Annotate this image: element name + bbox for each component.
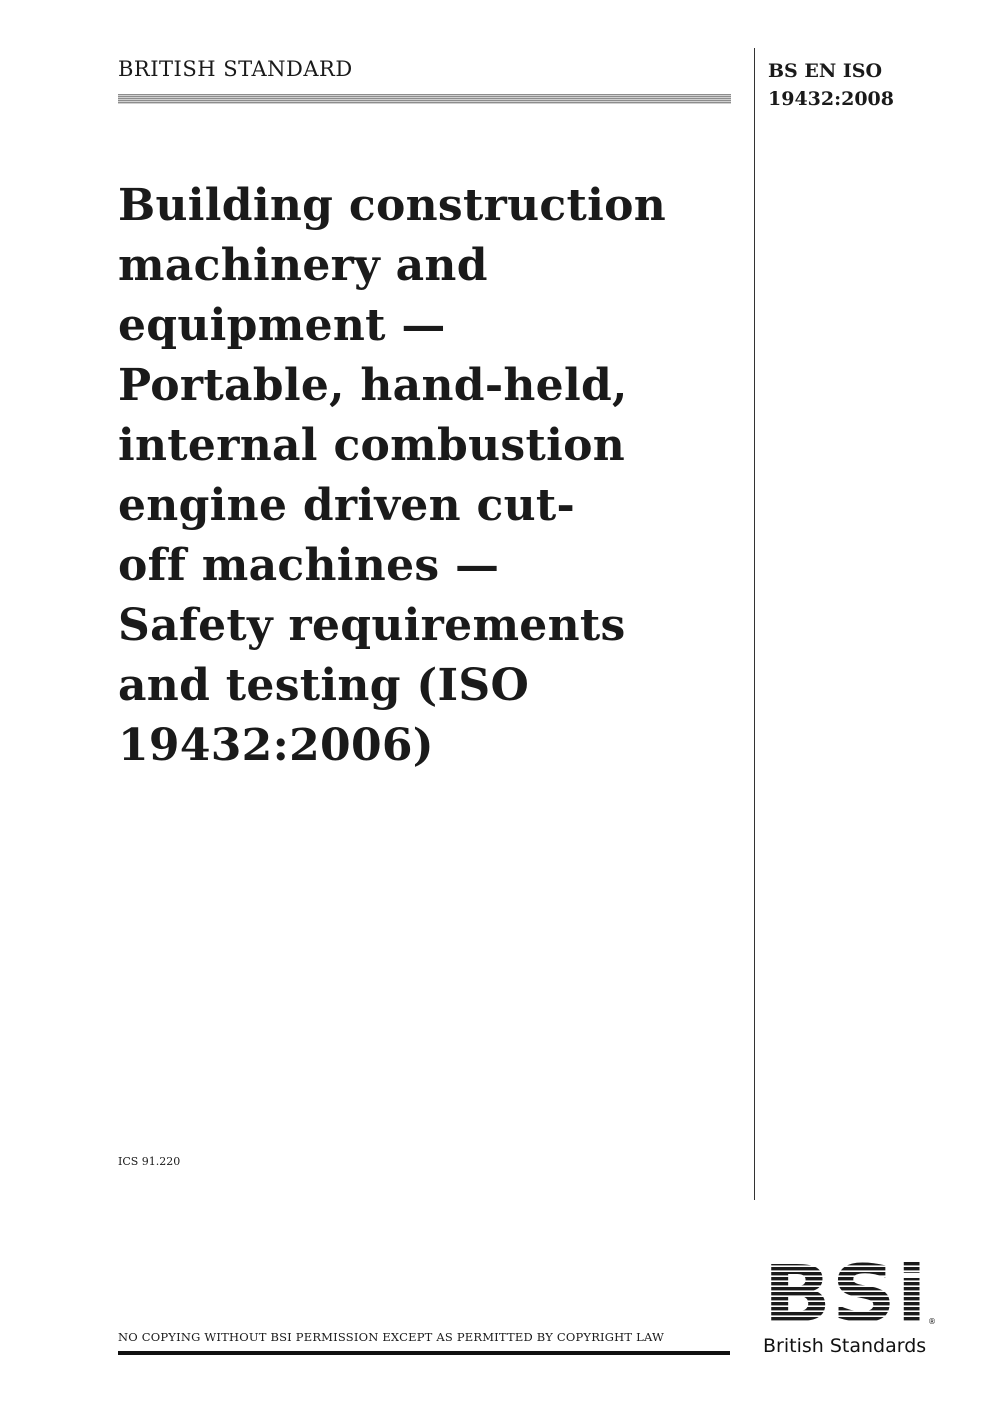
series-label: BRITISH STANDARD [118, 57, 353, 81]
title-line: and testing (ISO [118, 660, 530, 711]
registered-mark: ® [928, 1317, 936, 1326]
document-number [768, 57, 894, 113]
vertical-divider [754, 48, 755, 1200]
footer-rule [118, 1351, 730, 1355]
title-line: Portable, hand-held, [118, 360, 628, 411]
title-line: Building construction [118, 180, 667, 231]
title-line: 19432:2006) [118, 720, 434, 771]
title-line: machinery and [118, 240, 488, 291]
title-line: off machines — [118, 540, 500, 591]
document-number-line-1: BS EN ISO [768, 60, 883, 82]
title-line: Safety requirements [118, 600, 626, 651]
document-title [118, 176, 738, 776]
title-line: internal combustion [118, 420, 626, 471]
bsi-logo-subtitle: British Standards [763, 1335, 927, 1357]
document-number-line-2: 19432:2008 [768, 88, 894, 110]
title-line: engine driven cut- [118, 480, 576, 531]
copyright-notice: NO COPYING WITHOUT BSI PERMISSION EXCEPT AS PERMITTED BY COPYRIGHT LAW [118, 1330, 665, 1344]
bsi-logo-mark [763, 1257, 935, 1327]
title-line: equipment — [118, 300, 446, 351]
header-rule [118, 94, 731, 104]
ics-code: ICS 91.220 [118, 1155, 181, 1168]
